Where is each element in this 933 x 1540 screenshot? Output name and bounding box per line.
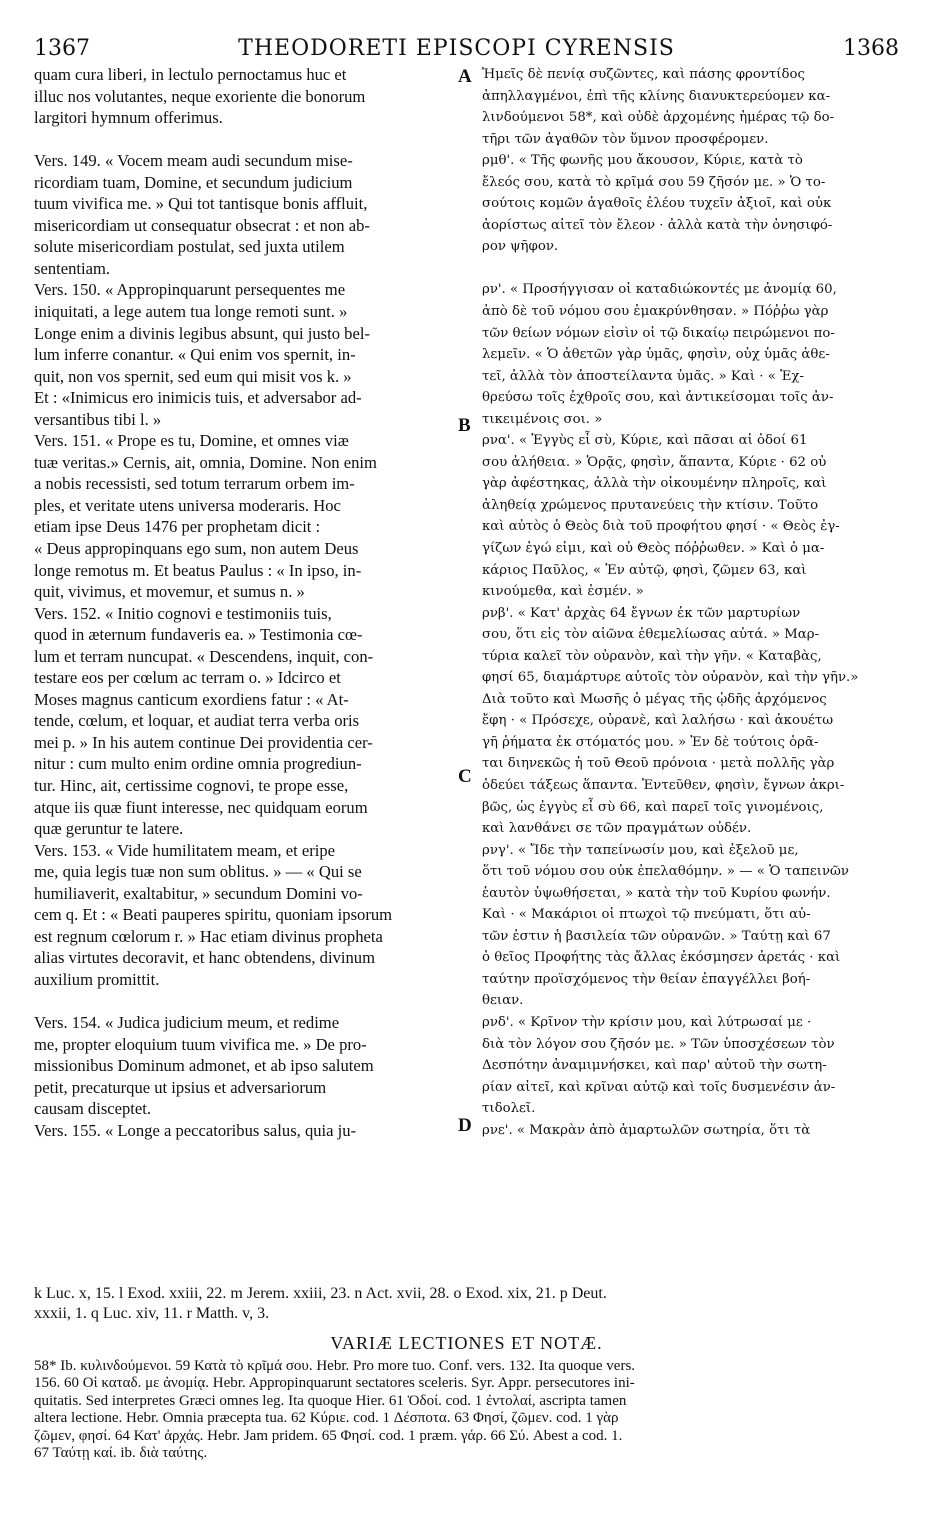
- latin-text-line: iniquitati, a lege autem tua longe remoti sunt. »: [34, 301, 348, 321]
- section-marker-c: C: [458, 766, 472, 787]
- latin-text-line: [34, 129, 454, 151]
- greek-text-line: ρνε'. « Μακρὰν ἀπὸ ἁμαρτωλῶν σωτηρία, ὅτι τὰ: [482, 1122, 811, 1138]
- greek-text-line: σου, ὅτι εἰς τὸν αἰῶνα ἐθεμελίωσας αὐτά. » Μαρ-: [482, 627, 820, 643]
- section-marker-b: B: [458, 415, 471, 436]
- latin-text-line: quit, vivimus, et movemur, et sumus n. »: [34, 582, 305, 602]
- greek-text-line: Δεσπότην ἀναμιμνήσκει, καὶ παρ' αὐτοῦ τὴν σωτη-: [482, 1058, 827, 1074]
- latin-text-line: quam cura liberi, in lectulo pernoctamus huc et: [34, 65, 347, 84]
- latin-text-line: etiam ipse Deus 1476 per prophetam dicit :: [34, 517, 321, 537]
- greek-text-line: κάριος Παῦλος, « Ἐν αὐτῷ, φησὶ, ζῶμεν 63, καὶ: [482, 562, 807, 578]
- latin-text-line: quæ geruntur te latere.: [34, 819, 184, 839]
- latin-text-line: solute misericordiam postulat, sed juxta utilem: [34, 237, 345, 257]
- latin-text-line: missionibus Dominum admonet, et ab ipso salutem: [34, 1056, 374, 1076]
- greek-text-line: ρίαν αἰτεῖ, καὶ κρῖναι αὐτῷ καὶ τοῖς δυσμενέσιν ἀν-: [482, 1079, 836, 1095]
- variant-readings-notes: [34, 1358, 894, 1462]
- greek-text-line: τύρια καλεῖ τὸν οὐρανὸν, καὶ τὴν γῆν. « Καταβὰς,: [482, 648, 822, 664]
- greek-text-line: φησί 65, διαμάρτυρε αὐτοῖς τὸν οὐρανὸν, καὶ τὴν γῆν.»: [482, 670, 859, 686]
- greek-text-line: βῶς, ὡς ἐγγὺς εἶ σὺ 66, καὶ παρεῖ τοῖς γινομένοις,: [482, 799, 824, 815]
- left-column-number: 1367: [34, 36, 90, 61]
- latin-text-line: illuc nos volutantes, neque exoriente die bonorum: [34, 86, 366, 106]
- latin-text-line: atque iis quæ fiunt interesse, nec quidquam eorum: [34, 797, 368, 817]
- footnote-line: k Luc. x, 15. l Exod. xxiii, 22. m Jerem. xxiii, 23. n Act. xvii, 28. o Exod. xix, 21. p Deut.: [34, 1285, 607, 1302]
- greek-text-line: ρνγ'. « Ἴδε τὴν ταπείνωσίν μου, καὶ ἐξελοῦ με,: [482, 842, 799, 858]
- latin-text-line: tuum vivifica me. » Qui tot tantisque bonis affluit,: [34, 194, 368, 214]
- greek-text-line: ρνβ'. « Κατ' ἀρχὰς 64 ἔγνων ἐκ τῶν μαρτυρίων: [482, 605, 801, 621]
- latin-text-line: humiliaverit, exaltabitur, » secundum Domini vo-: [34, 883, 363, 903]
- greek-text-line: λεμεῖν. « Ὁ ἀθετῶν γὰρ ὑμᾶς, φησὶν, οὐχ ὑμᾶς ἀθε-: [482, 347, 830, 363]
- latin-text-line: sententiam.: [34, 258, 111, 278]
- greek-text-line: λινδούμενοι 58*, καὶ οὐδὲ ἀρχομένης ἡμέρας τῷ δο-: [482, 110, 835, 126]
- note-line: 58* Ib. κυλινδούμενοι. 59 Κατὰ τὸ κρῖμά σου. Hebr. Pro more tuo. Conf. vers. 132. Ita quoque vers.: [34, 1358, 636, 1374]
- greek-text-line: ὁδεύει τάξεως ἅπαντα. Ἐντεῦθεν, φησὶν, ἔγνων ἀκρι-: [482, 778, 845, 793]
- latin-text-line: Et : «Inimicus ero inimicis tuis, et adversabor ad-: [34, 388, 362, 408]
- greek-text-line: σου ἀλήθεια. » Ὁρᾷς, φησὶν, ἅπαντα, Κύριε · 62 οὐ: [482, 454, 827, 470]
- greek-text-line: ἀληθείᾳ χρώμενος πρυτανεύεις τὴν κτίσιν. Τοῦτο: [482, 497, 819, 513]
- greek-text-line: ρον ψῆφον.: [482, 239, 559, 255]
- greek-text-line: ἀπὸ δὲ τοῦ νόμου σου ἐμακρύνθησαν. » Πόῤῥω γὰρ: [482, 303, 829, 319]
- greek-text-line: Ἡμεῖς δὲ πενίᾳ συζῶντες, καὶ πάσης φροντίδος: [482, 67, 805, 82]
- page-header: [14, 36, 899, 66]
- note-line: quitatis. Sed interpretes Græci omnes leg. Ita quoque Hier. 61 Ὁδοί. cod. 1 ἐντολαί, ascripta tamen: [34, 1392, 627, 1409]
- latin-text-line: mei p. » In his autem continue Dei providentia cer-: [34, 732, 373, 752]
- greek-text-line: ἔλεός σου, κατὰ τὸ κρῖμά σου 59 ζῆσόν με. » Ὁ το-: [482, 174, 826, 190]
- greek-text-line: τῆρι τῶν ἀγαθῶν τὸν ὕμνον προσφέρομεν.: [482, 131, 769, 147]
- latin-text-line: Vers. 153. « Vide humilitatem meam, et eripe: [34, 840, 335, 860]
- greek-text-line: καὶ αὐτὸς ὁ Θεὸς διὰ τοῦ προφήτου φησί · « Θεὸς ἐγ-: [482, 519, 840, 535]
- latin-text-line: lum inferre conantur. « Qui enim vos spernit, in-: [34, 345, 356, 365]
- latin-text-line: auxilium promittit.: [34, 969, 160, 989]
- greek-text-line: Καὶ · « Μακάριοι οἱ πτωχοὶ τῷ πνεύματι, ὅτι αὐ-: [482, 907, 811, 923]
- latin-text-line: me, quia legis tuæ non sum oblitus. » — « Qui se: [34, 862, 362, 882]
- latin-text-line: largitori hymnum offerimus.: [34, 108, 223, 128]
- greek-text-line: τεῖ, ἀλλὰ τὸν ἀποστείλαντα ὑμᾶς. » Καὶ · « Ἐχ-: [482, 368, 804, 384]
- greek-text-line: ρνα'. « Ἐγγὺς εἶ σὺ, Κύριε, καὶ πᾶσαι αἱ ὁδοί 61: [482, 433, 808, 449]
- greek-text-line: γῆ ῥήματα ἐκ στόματός μου. » Ἐν δὲ τούτοις ὁρᾶ-: [482, 734, 819, 750]
- latin-text-line: Vers. 154. « Judica judicium meum, et redime: [34, 1012, 340, 1032]
- running-title: THEODORETI EPISCOPI CYRENSIS: [238, 36, 675, 61]
- latin-column: [34, 64, 454, 1141]
- latin-text-line: cem q. Et : « Beati pauperes spiritu, quoniam ipsorum: [34, 905, 393, 925]
- greek-text-line: γίζων ἐγώ εἰμι, καὶ οὐ Θεὸς πόῤῥωθεν. » Καὶ ὁ μα-: [482, 540, 825, 556]
- section-marker-a: A: [458, 66, 472, 87]
- latin-text-line: tuæ veritas.» Cernis, ait, omnia, Domine. Non enim: [34, 452, 377, 472]
- note-line: altera lectione. Hebr. Omnia præcepta tua. 62 Κύριε. cod. 1 Δέσποτα. 63 Φησί, ζῶμεν. cod. 1 γὰρ: [34, 1410, 619, 1427]
- greek-text-line: τῶν ἐστιν ἡ βασιλεία τῶν οὐρανῶν. » Ταύτῃ καὶ 67: [482, 928, 831, 944]
- latin-text-line: a nobis recessisti, sed totum terrarum orbem im-: [34, 474, 355, 494]
- greek-text-line: [482, 258, 889, 280]
- latin-text-line: nitur : cum multo enim ordine omnia progrediun-: [34, 754, 362, 774]
- greek-text-line: ὅτι τοῦ νόμου σου οὐκ ἐπελαθόμην. » — « Ὁ ταπεινῶν: [482, 864, 849, 880]
- greek-text-line: γὰρ ἀφέστηκας, ἀλλὰ τὴν οἰκουμένην πληροῖς, καὶ: [482, 476, 827, 492]
- greek-text-line: διὰ τὸν λόγον σου ζῆσόν με. » Τῶν ὑποσχέσεων τὸν: [482, 1036, 835, 1052]
- latin-text-line: Vers. 155. « Longe a peccatoribus salus, quia ju-: [34, 1120, 357, 1140]
- greek-text-line: θειαν.: [482, 993, 524, 1009]
- latin-text-line: Vers. 149. « Vocem meam audi secundum mise-: [34, 151, 353, 171]
- section-marker-d: D: [458, 1115, 472, 1136]
- latin-text-line: Vers. 152. « Initio cognovi e testimoniis tuis,: [34, 603, 332, 623]
- greek-text-line: ἑαυτὸν ὑψωθήσεται, » κατὰ τὴν τοῦ Κυρίου φωνήν.: [482, 885, 831, 901]
- note-line: ζῶμεν, φησί. 64 Κατ' ἀρχάς. Hebr. Jam pridem. 65 Φησί. cod. 1 præm. γάρ. 66 Σύ. Abest a cod. 1.: [34, 1427, 623, 1444]
- latin-text-line: testare eos per cœlum ac terram o. » Idcirco et: [34, 668, 341, 688]
- greek-text-line: ται διηνεκῶς ἡ τοῦ Θεοῦ πρόνοια · μετὰ πολλῆς γὰρ: [482, 756, 835, 772]
- greek-text-line: ρμθ'. « Τῆς φωνῆς μου ἄκουσον, Κύριε, κατὰ τὸ: [482, 153, 803, 169]
- greek-text-line: ταύτην προϊσχόμενος τὴν θείαν ἐπαγγέλλει βοή-: [482, 971, 811, 987]
- greek-text-line: καὶ λανθάνει σε τῶν πραγμάτων οὐδέν.: [482, 821, 752, 837]
- latin-text-line: tur. Hinc, ait, certissime cognovi, te prope esse,: [34, 776, 349, 795]
- latin-text-line: alias virtutes decoravit, et hanc obtendens, divinum: [34, 948, 375, 968]
- latin-text-line: me, propter eloquium tuum vivifica me. » De pro-: [34, 1034, 367, 1054]
- greek-text-line: ἀορίστως αἰτεῖ τὸν ἔλεον · ἀλλὰ κατὰ τὴν ὀνησιφό-: [482, 217, 833, 233]
- latin-text-line: est regnum cœlorum r. » Hac etiam divinus propheta: [34, 926, 383, 946]
- greek-text-line: τιδολεῖ.: [482, 1101, 536, 1117]
- greek-column: [482, 64, 889, 1141]
- greek-text-line: σούτοις κομῶν ἀγαθοῖς ἐλέου τυχεῖν ἀξιοῖ, καὶ οὐκ: [482, 196, 832, 212]
- greek-text-line: ἔφη · « Πρόσεχε, οὐρανὲ, καὶ λαλήσω · καὶ ἀκουέτω: [482, 713, 834, 729]
- greek-text-line: θρεύσω τοῖς ἐχθροῖς σου, καὶ ἀντικείσομαι τοῖς ἀν-: [482, 390, 834, 406]
- greek-text-line: Διὰ τοῦτο καὶ Μωσῆς ὁ μέγας τῆς ᾠδῆς ἀρχόμενος: [482, 691, 827, 707]
- right-column-number: 1368: [843, 36, 899, 61]
- greek-text-line: ρνδ'. « Κρῖνον τὴν κρίσιν μου, καὶ λύτρωσαί με ·: [482, 1015, 812, 1031]
- latin-text-line: Vers. 150. « Appropinquarunt persequentes me: [34, 280, 346, 300]
- latin-text-line: tende, cœlum, et loquar, et audiat terra verba oris: [34, 711, 360, 731]
- note-line: 156. 60 Οἱ καταδ. με ἀνομίᾳ. Hebr. Appropinquarunt sectatores sceleris. Syr. Appr. persecutores ini-: [34, 1375, 635, 1392]
- greek-text-line: ἀπηλλαγμένοι, ἐπὶ τῆς κλίνης διανυκτερεύομεν κα-: [482, 88, 831, 104]
- latin-text-line: versantibus tibi l. »: [34, 409, 162, 429]
- latin-text-line: quod in æternum fundaveris ea. » Testimonia cœ-: [34, 625, 363, 645]
- latin-text-line: ricordiam tuam, Domine, et secundum judicium: [34, 172, 353, 192]
- latin-text-line: ples, et veritate utens universa moderaris. Hoc: [34, 495, 341, 515]
- latin-text-line: misericordiam ut consequatur obsecrat : et non ab-: [34, 215, 370, 235]
- latin-text-line: petit, precaturque ut ipsius et adversariorum: [34, 1077, 327, 1097]
- latin-text-line: longe remotus m. Et beatus Paulus : « In ipso, in-: [34, 560, 362, 580]
- notes-title: VARIÆ LECTIONES ET NOTÆ.: [330, 1333, 603, 1353]
- greek-text-line: τικειμένοις σοι. »: [482, 411, 603, 427]
- greek-text-line: τῶν θείων νόμων εἰσὶν οἱ τῷ δικαίῳ πειρώμενοι πο-: [482, 325, 835, 341]
- latin-text-line: Vers. 151. « Prope es tu, Domine, et omnes viæ: [34, 431, 349, 451]
- greek-text-line: ὁ θεῖος Προφήτης τὰς ἄλλας ἐκόσμησεν ἀρετάς · καὶ: [482, 950, 841, 966]
- latin-text-line: causam disceptet.: [34, 1099, 152, 1119]
- latin-text-line: Longe enim a divinis legibus absunt, qui justo bel-: [34, 323, 370, 343]
- greek-text-line: ρν'. « Προσήγγισαν οἱ καταδιώκοντές με ἀνομίᾳ 60,: [482, 282, 837, 298]
- latin-text-line: Moses magnus canticum exordiens fatur : « At-: [34, 689, 349, 709]
- note-line: 67 Ταύτῃ καί. ib. διὰ ταύτης.: [34, 1445, 208, 1462]
- latin-text-line: quit, non vos spernit, sed eum qui misit vos k. »: [34, 366, 352, 386]
- latin-text-line: [34, 990, 454, 1012]
- footnote-line: xxxii, 1. q Luc. xiv, 11. r Matth. v, 3.: [34, 1305, 270, 1322]
- greek-text-line: κινούμεθα, καὶ ἐσμέν. »: [482, 584, 644, 600]
- scripture-footnotes: [34, 1284, 894, 1324]
- latin-text-line: « Deus appropinquans ego sum, non autem Deus: [34, 538, 359, 558]
- latin-text-line: lum et terram nuncupat. « Descendens, inquit, con-: [34, 646, 374, 666]
